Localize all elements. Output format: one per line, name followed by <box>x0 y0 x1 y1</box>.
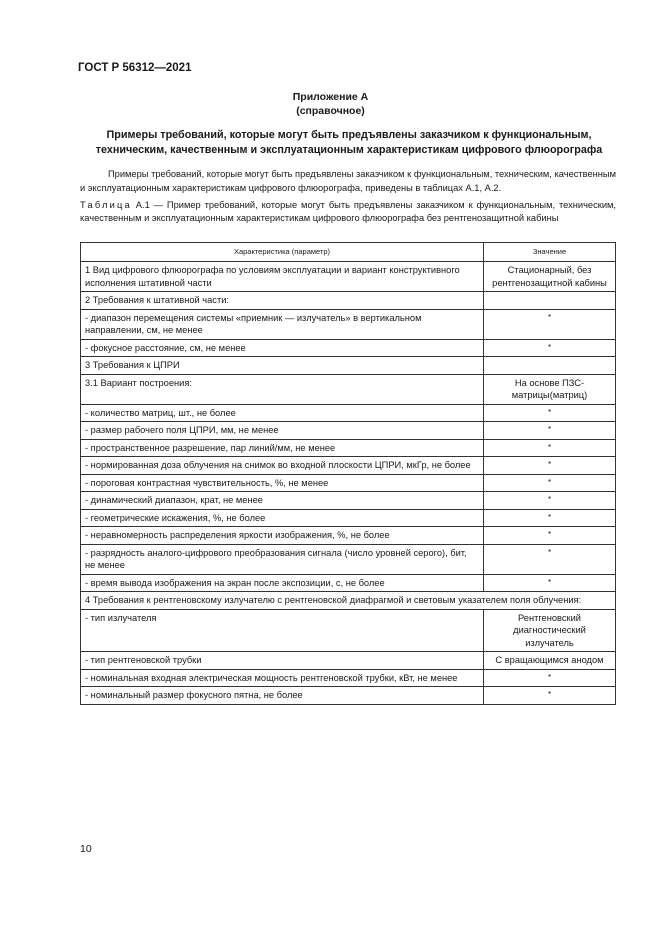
table-row <box>81 687 616 705</box>
value-cell: С вращающимся анодом <box>484 652 616 670</box>
value-cell: * <box>484 509 616 527</box>
parameter-cell: - номинальный размер фокусного пятна, не более <box>81 687 484 705</box>
parameter-cell: - динамический диапазон, крат, не менее <box>81 492 484 510</box>
parameter-cell: - время вывода изображения на экран после экспозиции, с, не более <box>81 574 484 592</box>
table-caption-text: А.1 — Пример требований, которые могут быть предъявлены заказчиком к функциональным, техническим, качественным и эксплуатационным характеристикам цифрового флюорографа без рентгенозащитной кабины <box>80 200 616 223</box>
requirements-table <box>80 242 616 705</box>
parameter-cell: - неравномерность распределения яркости изображения, %, не более <box>81 527 484 545</box>
table-row <box>81 374 616 404</box>
header-parameter: Характеристика (параметр) <box>81 243 484 262</box>
table-row <box>81 292 616 310</box>
table-row <box>81 609 616 652</box>
parameter-cell: 1 Вид цифрового флюорографа по условиям эксплуатации и вариант конструктивного исполнения штативной части <box>81 262 484 292</box>
parameter-cell: - пространственное разрешение, пар линий/мм, не менее <box>81 439 484 457</box>
value-cell: На основе ПЗС-матрицы(матриц) <box>484 374 616 404</box>
table-row <box>81 509 616 527</box>
standard-header: ГОСТ Р 56312—2021 <box>78 62 192 74</box>
value-cell: * <box>484 422 616 440</box>
appendix-title: Приложение А <box>292 91 369 103</box>
parameter-cell: - диапазон перемещения системы «приемник — излучатель» в вертикальном направлении, см, не менее <box>81 309 484 339</box>
table-caption-label: Таблица <box>80 200 132 210</box>
table-row <box>81 457 616 475</box>
parameter-cell: - количество матриц, шт., не более <box>81 404 484 422</box>
appendix-note: (справочное) <box>296 105 365 117</box>
parameter-cell: - геометрические искажения, %, не более <box>81 509 484 527</box>
table-row <box>81 339 616 357</box>
table-row <box>81 309 616 339</box>
value-cell: * <box>484 492 616 510</box>
value-cell: * <box>484 474 616 492</box>
table-row <box>81 492 616 510</box>
intro-paragraph: Примеры требований, которые могут быть предъявлены заказчиком к функциональным, техническим, качественным и эксплуатационным характеристикам цифрового флюорографа, приведены в таблицах А.1, А.2. <box>80 169 616 193</box>
table-row <box>81 592 616 610</box>
appendix-heading: Примеры требований, которые могут быть предъявлены заказчиком к функциональным, техническим, качественным и эксплуатационным характеристикам цифрового флюорографа <box>95 129 603 156</box>
value-cell: * <box>484 527 616 545</box>
table-row <box>81 669 616 687</box>
value-cell: * <box>484 457 616 475</box>
value-cell: * <box>484 669 616 687</box>
header-value: Значение <box>484 243 616 262</box>
parameter-cell: 2 Требования к штативной части: <box>81 292 484 310</box>
value-cell: * <box>484 574 616 592</box>
value-cell: Рентгеновский диагностический излучатель <box>484 609 616 652</box>
parameter-cell: - тип излучателя <box>81 609 484 652</box>
value-cell: * <box>484 544 616 574</box>
table-row <box>81 439 616 457</box>
parameter-cell: - тип рентгеновской трубки <box>81 652 484 670</box>
parameter-cell: 3.1 Вариант построения: <box>81 374 484 404</box>
table-row <box>81 404 616 422</box>
parameter-cell: - нормированная доза облучения на снимок во входной плоскости ЦПРИ, мкГр, не более <box>81 457 484 475</box>
parameter-cell: 3 Требования к ЦПРИ <box>81 357 484 375</box>
table-body <box>81 262 616 705</box>
value-cell: * <box>484 309 616 339</box>
value-cell: * <box>484 404 616 422</box>
value-cell: Стационарный, без рентгенозащитной кабины <box>484 262 616 292</box>
table-row <box>81 474 616 492</box>
parameter-cell: - номинальная входная электрическая мощность рентгеновской трубки, кВт, не менее <box>81 669 484 687</box>
value-cell <box>484 357 616 375</box>
parameter-cell: - фокусное расстояние, см, не менее <box>81 339 484 357</box>
table-row <box>81 574 616 592</box>
value-cell: * <box>484 439 616 457</box>
value-cell: * <box>484 339 616 357</box>
table-caption <box>80 199 616 224</box>
parameter-cell: - размер рабочего поля ЦПРИ, мм, не менее <box>81 422 484 440</box>
page-number: 10 <box>80 843 92 855</box>
table-header-row <box>81 243 616 262</box>
table-row <box>81 262 616 292</box>
parameter-cell: - пороговая контрастная чувствительность, %, не менее <box>81 474 484 492</box>
table-row <box>81 422 616 440</box>
value-cell: * <box>484 687 616 705</box>
table-row <box>81 544 616 574</box>
table-row <box>81 527 616 545</box>
value-cell <box>484 292 616 310</box>
parameter-cell: - разрядность аналого-цифрового преобразования сигнала (число уровней серого), бит, не менее <box>81 544 484 574</box>
table-row <box>81 357 616 375</box>
parameter-cell: 4 Требования к рентгеновскому излучателю с рентгеновской диафрагмой и световым указателем поля облучения: <box>81 592 616 610</box>
table-row <box>81 652 616 670</box>
